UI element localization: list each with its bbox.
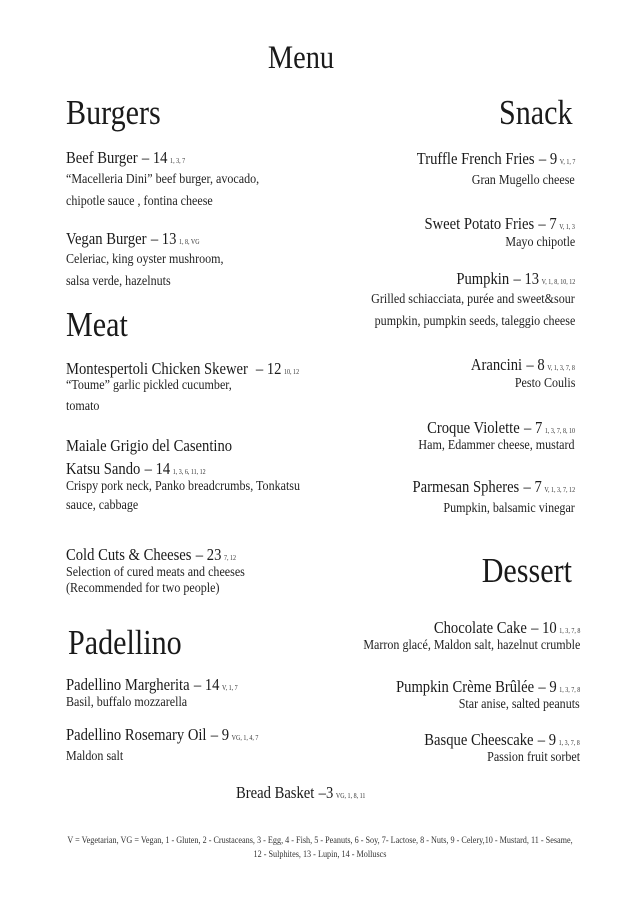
item-description: Ham, Edammer cheese, mustard <box>418 438 575 453</box>
item-price: – 8 <box>526 355 545 374</box>
item-price: – 9 <box>538 730 557 749</box>
item-price: – 13 <box>513 269 539 288</box>
menu-item-beef-burger <box>66 149 185 166</box>
item-name: Croque Violette <box>427 418 520 437</box>
menu-item-katsu-sando <box>66 460 206 477</box>
item-name: Padellino Rosemary Oil <box>66 725 207 744</box>
item-price: – 14 <box>144 459 171 478</box>
heading-burgers: Burgers <box>66 93 161 132</box>
menu-item-truffle-french-fries <box>416 150 575 167</box>
item-allergens: V, 1, 7 <box>222 684 238 692</box>
allergen-legend-line-1: V = Vegetarian, VG = Vegan, 1 - Gluten, 2 - Crustaceans, 3 - Egg, 4 - Fish, 5 - Peanuts, 6 - Soy, 7- Lactose, 8 - Nuts, 9 - Celery,10 - Mustard, 11 - Sesame, <box>67 836 573 846</box>
item-description: Star anise, salted peanuts <box>458 697 580 712</box>
menu-item-basque-cheescake <box>425 731 580 748</box>
item-price: – 23 <box>195 545 222 564</box>
item-description: Grilled schiacciata, purée and sweet&sour <box>371 292 575 307</box>
item-price: – 10 <box>530 618 557 637</box>
item-price: – 12 <box>252 359 282 378</box>
item-description: Gran Mugello cheese <box>472 173 575 188</box>
menu-item-pumpkin-cr-me-br-l-e <box>396 678 580 695</box>
item-description: pumpkin, pumpkin seeds, taleggio cheese <box>374 314 575 329</box>
item-name: Bread Basket <box>236 783 315 802</box>
item-allergens: 1, 3, 7, 8 <box>558 627 580 635</box>
item-description: tomato <box>66 399 100 414</box>
page-title: Menu <box>267 40 335 76</box>
menu-item-montespertoli-chicken-skewer <box>66 360 299 377</box>
item-name: Arancini <box>471 355 523 374</box>
menu-item-padellino-margherita <box>66 676 238 693</box>
heading-snack: Snack <box>499 93 573 132</box>
item-name: Katsu Sando <box>66 459 141 478</box>
heading-meat: Meat <box>66 305 128 344</box>
item-description: Pesto Coulis <box>514 376 575 391</box>
item-name: Maiale Grigio del Casentino <box>66 436 233 455</box>
item-description: Celeriac, king oyster mushroom, <box>66 252 224 267</box>
allergen-legend-line-2: 12 - Sulphites, 13 - Lupin, 14 - Molluscs <box>253 850 387 860</box>
item-description: Crispy pork neck, Panko breadcrumbs, Tonkatsu <box>66 479 301 494</box>
item-allergens: 7, 12 <box>223 554 236 562</box>
item-description: Passion fruit sorbet <box>487 750 580 765</box>
menu-item-chocolate-cake <box>433 619 580 636</box>
item-allergens: 1, 3, 7, 8, 10 <box>544 427 575 435</box>
item-allergens: 1, 8, VG <box>178 238 200 246</box>
item-price: – 9 <box>538 149 557 168</box>
item-name: Truffle French Fries <box>416 149 535 168</box>
item-allergens: 10, 12 <box>284 368 300 376</box>
item-price: – 14 <box>193 675 220 694</box>
item-price: – 9 <box>538 677 557 696</box>
item-description: “Toume” garlic pickled cucumber, <box>66 378 232 393</box>
item-name: Sweet Potato Fries <box>424 214 535 233</box>
item-allergens: VG, 1, 8, 11 <box>335 792 366 800</box>
item-price: – 7 <box>524 418 543 437</box>
menu-item-parmesan-spheres <box>412 478 575 495</box>
item-name: Parmesan Spheres <box>412 477 520 496</box>
item-description: Pumpkin, balsamic vinegar <box>443 501 575 516</box>
item-price: –3 <box>318 783 334 802</box>
item-description: Basil, buffalo mozzarella <box>66 695 188 710</box>
menu-item-cold-cuts-cheeses <box>66 546 236 563</box>
menu-item-arancini <box>471 356 575 373</box>
item-name: Pumpkin Crème Brûlée <box>395 677 534 696</box>
item-description: Selection of cured meats and cheeses <box>66 565 245 580</box>
item-price: – 13 <box>150 229 177 248</box>
item-description: salsa verde, hazelnuts <box>66 274 171 289</box>
item-description: (Recommended for two people) <box>66 581 220 596</box>
item-allergens: 1, 3, 7, 8 <box>558 686 580 694</box>
item-allergens: V, 1, 3 <box>559 223 575 231</box>
item-description: Mayo chipotle <box>505 235 575 250</box>
item-name: Vegan Burger <box>66 229 147 248</box>
item-name: Cold Cuts & Cheeses <box>66 545 192 564</box>
menu-item-sweet-potato-fries <box>425 215 575 232</box>
item-description: Marron glacé, Maldon salt, hazelnut crumble <box>363 638 580 653</box>
item-allergens: V, 1, 8, 10, 12 <box>541 278 575 286</box>
item-allergens: V, 1, 7 <box>559 158 575 166</box>
item-description: Maldon salt <box>66 749 124 764</box>
item-name: Basque Cheescake <box>424 730 534 749</box>
item-name: Pumpkin <box>456 269 509 288</box>
item-allergens: V, 1, 3, 7, 8 <box>547 364 575 372</box>
menu-item-bread-basket <box>236 784 365 801</box>
heading-dessert: Dessert <box>481 551 572 590</box>
item-allergens: VG, 1, 4, 7 <box>231 734 259 742</box>
item-allergens: 1, 3, 7, 8 <box>558 739 580 747</box>
item-allergens: 1, 3, 7 <box>170 157 186 165</box>
menu-item-pumpkin <box>456 270 575 287</box>
menu-item-vegan-burger <box>66 230 200 247</box>
menu-item-maiale-grigio-del-casentino <box>66 437 232 454</box>
item-allergens: V, 1, 3, 7, 12 <box>544 486 575 494</box>
menu-item-padellino-rosemary-oil <box>66 726 258 743</box>
item-allergens: 1, 3, 6, 11, 12 <box>172 468 206 476</box>
item-name: Beef Burger <box>66 148 138 167</box>
item-price: – 7 <box>523 477 542 496</box>
item-name: Chocolate Cake <box>433 618 527 637</box>
item-description: “Macelleria Dini” beef burger, avocado, <box>66 172 260 187</box>
item-price: – 14 <box>141 148 168 167</box>
item-description: sauce, cabbage <box>66 498 139 513</box>
item-price: – 7 <box>538 214 557 233</box>
item-price: – 9 <box>210 725 230 744</box>
item-description: chipotle sauce , fontina cheese <box>66 194 213 209</box>
menu-item-croque-violette <box>427 419 575 436</box>
item-name: Padellino Margherita <box>66 675 190 694</box>
item-name: Montespertoli Chicken Skewer <box>66 359 248 378</box>
heading-padellino: Padellino <box>68 623 182 662</box>
